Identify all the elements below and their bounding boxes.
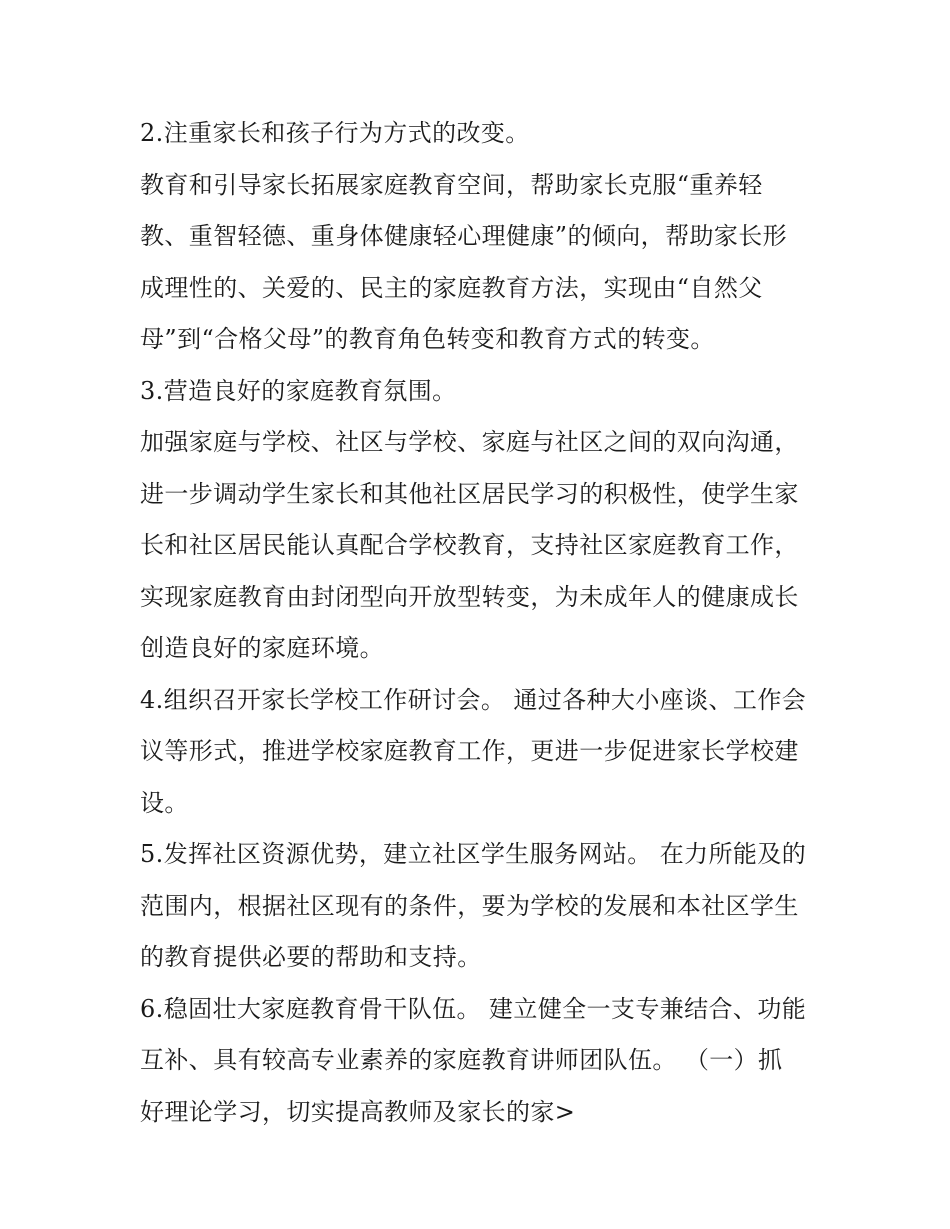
paragraph-line: 议等形式，推进学校家庭教育工作，更进一步促进家长学校建 xyxy=(140,737,799,765)
paragraph-line: 加强家庭与学校、社区与学校、家庭与社区之间的双向沟通， xyxy=(140,428,799,456)
heading-2: 2.注重家长和孩子行为方式的改变。 xyxy=(140,119,530,147)
paragraph-line: 母”到“合格父母”的教育角色转变和教育方式的转变。 xyxy=(140,325,715,353)
heading-3: 3.营造良好的家庭教育氛围。 xyxy=(140,376,457,405)
paragraph-line: 实现家庭教育由封闭型向开放型转变，为未成年人的健康成长 xyxy=(140,582,799,611)
paragraph-line: 的教育提供必要的帮助和支持。 xyxy=(140,943,482,971)
paragraph-line: 成理性的、关爱的、民主的家庭教育方法，实现由“自然父 xyxy=(140,273,763,302)
paragraph-line: 长和社区居民能认真配合学校教育，支持社区家庭教育工作， xyxy=(140,531,799,559)
paragraph-line: 互补、具有较高专业素养的家庭教育讲师团队伍。 （一）抓 xyxy=(140,1046,783,1074)
document-body xyxy=(140,108,830,1138)
heading-5: 5.发挥社区资源优势，建立社区学生服务网站。 在力所能及的 xyxy=(140,840,807,868)
paragraph-line: 创造良好的家庭环境。 xyxy=(140,634,384,662)
paragraph-line: 设。 xyxy=(140,788,189,817)
paragraph-line: 好理论学习，切实提高教师及家长的家> xyxy=(140,1097,576,1126)
paragraph-line: 进一步调动学生家长和其他社区居民学习的积极性，使学生家 xyxy=(140,479,799,508)
paragraph-line: 教育和引导家长拓展家庭教育空间，帮助家长克服“重养轻 xyxy=(140,170,763,199)
heading-4: 4.组织召开家长学校工作研讨会。 通过各种大小座谈、工作会 xyxy=(140,685,807,714)
paragraph-line: 范围内，根据社区现有的条件，要为学校的发展和本社区学生 xyxy=(140,891,799,920)
paragraph-line: 教、重智轻德、重身体健康轻心理健康”的倾向，帮助家长形 xyxy=(140,222,788,250)
heading-6: 6.稳固壮大家庭教育骨干队伍。 建立健全一支专兼结合、功能 xyxy=(140,994,807,1023)
